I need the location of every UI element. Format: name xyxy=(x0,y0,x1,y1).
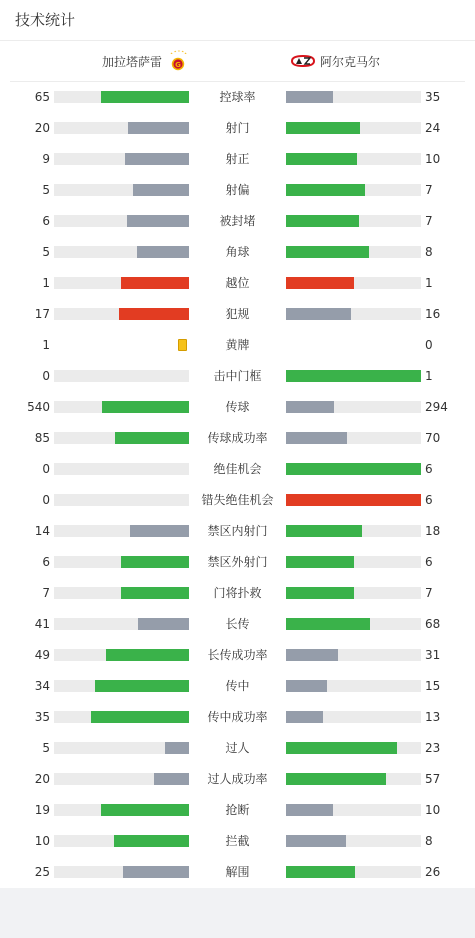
yellow-card-icon xyxy=(178,339,187,351)
home-bar-fill xyxy=(127,215,189,227)
away-value: 6 xyxy=(425,555,433,569)
home-value: 0 xyxy=(42,493,50,507)
home-value: 85 xyxy=(34,431,50,445)
home-team-name: 加拉塔萨雷 xyxy=(102,54,163,69)
away-bar-track xyxy=(286,277,421,289)
home-bar-fill xyxy=(128,122,189,134)
stat-row xyxy=(0,671,475,702)
section-title: 技术统计 xyxy=(15,11,76,29)
home-bar-fill xyxy=(154,773,189,785)
home-bar-fill xyxy=(121,587,189,599)
home-bar-track xyxy=(54,401,189,413)
stat-row xyxy=(0,640,475,671)
stat-row xyxy=(0,206,475,237)
stat-label: 抢断 xyxy=(225,803,250,817)
away-bar-track xyxy=(286,587,421,599)
home-bar-track xyxy=(54,432,189,444)
stat-row xyxy=(0,361,475,392)
away-value: 7 xyxy=(425,586,433,600)
away-bar-fill xyxy=(286,742,397,754)
stat-label: 黄牌 xyxy=(225,338,250,352)
away-bar-track xyxy=(286,525,421,537)
home-bar-fill xyxy=(101,91,189,103)
stat-row xyxy=(0,237,475,268)
home-bar-fill xyxy=(102,401,189,413)
away-bar-fill xyxy=(286,711,323,723)
home-bar-fill xyxy=(165,742,189,754)
stat-label: 长传成功率 xyxy=(207,648,268,662)
away-bar-track xyxy=(286,773,421,785)
away-team-name: 阿尔克马尔 xyxy=(320,54,381,69)
away-bar-fill xyxy=(286,835,346,847)
home-value: 41 xyxy=(34,617,50,631)
home-value: 5 xyxy=(42,183,50,197)
away-bar-track xyxy=(286,215,421,227)
away-bar-track xyxy=(286,494,421,506)
home-bar-fill xyxy=(106,649,189,661)
away-value: 35 xyxy=(425,90,441,104)
home-bar-track xyxy=(54,184,189,196)
home-team xyxy=(102,50,188,72)
stat-label: 绝佳机会 xyxy=(213,462,262,476)
stat-row xyxy=(0,702,475,733)
home-bar-fill xyxy=(119,308,189,320)
stat-row xyxy=(0,733,475,764)
home-value: 5 xyxy=(42,741,50,755)
stat-row xyxy=(0,578,475,609)
home-value: 10 xyxy=(34,834,50,848)
away-bar-track xyxy=(286,804,421,816)
home-value: 1 xyxy=(42,338,50,352)
stat-label: 被封堵 xyxy=(219,214,256,228)
stat-row xyxy=(0,454,475,485)
stat-label: 射偏 xyxy=(225,183,250,197)
away-value: 13 xyxy=(425,710,441,724)
stat-row xyxy=(0,609,475,640)
away-value: 6 xyxy=(425,462,433,476)
stat-label: 长传 xyxy=(225,617,250,631)
away-bar-track xyxy=(286,463,421,475)
stat-label: 越位 xyxy=(225,276,250,290)
home-bar-track xyxy=(54,494,189,506)
home-value: 20 xyxy=(34,772,50,786)
away-value: 7 xyxy=(425,214,433,228)
away-bar-fill xyxy=(286,215,359,227)
home-bar-fill xyxy=(91,711,189,723)
away-value: 31 xyxy=(425,648,441,662)
away-bar-fill xyxy=(286,308,351,320)
home-value: 0 xyxy=(42,462,50,476)
away-value: 294 xyxy=(425,400,448,414)
home-bar-track xyxy=(54,277,189,289)
home-value: 34 xyxy=(34,679,50,693)
away-bar-fill xyxy=(286,866,355,878)
home-value: 6 xyxy=(42,555,50,569)
home-bar-track xyxy=(54,215,189,227)
home-bar-fill xyxy=(115,432,189,444)
away-bar-track xyxy=(286,432,421,444)
home-value: 49 xyxy=(34,648,50,662)
away-bar-track xyxy=(286,153,421,165)
away-bar-track xyxy=(286,91,421,103)
away-bar-fill xyxy=(286,153,357,165)
away-value: 57 xyxy=(425,772,441,786)
stat-row xyxy=(0,113,475,144)
away-value: 26 xyxy=(425,865,441,879)
away-value: 7 xyxy=(425,183,433,197)
stat-label: 拦截 xyxy=(225,834,250,848)
away-bar-track xyxy=(286,122,421,134)
home-bar-track xyxy=(54,804,189,816)
stat-label: 门将扑救 xyxy=(213,586,262,600)
home-bar-track xyxy=(54,866,189,878)
stat-row xyxy=(0,299,475,330)
away-value: 8 xyxy=(425,245,433,259)
away-bar-fill xyxy=(286,773,386,785)
stat-label: 传中成功率 xyxy=(207,710,268,724)
stat-label: 过人 xyxy=(225,741,250,755)
header-divider xyxy=(0,40,475,41)
stat-row xyxy=(0,547,475,578)
away-bar-fill xyxy=(286,370,421,382)
stat-row xyxy=(0,764,475,795)
stat-row xyxy=(0,144,475,175)
away-bar-track xyxy=(286,618,421,630)
away-value: 0 xyxy=(425,338,433,352)
away-bar-fill xyxy=(286,432,347,444)
stat-row xyxy=(0,82,475,113)
away-bar-track xyxy=(286,556,421,568)
stat-label: 传球成功率 xyxy=(207,431,268,445)
home-bar-fill xyxy=(121,277,189,289)
away-bar-fill xyxy=(286,587,354,599)
away-value: 6 xyxy=(425,493,433,507)
home-value: 0 xyxy=(42,369,50,383)
stat-label: 击中门框 xyxy=(213,369,262,383)
home-bar-track xyxy=(54,463,189,475)
away-value: 8 xyxy=(425,834,433,848)
away-bar-track xyxy=(286,401,421,413)
home-bar-fill xyxy=(130,525,189,537)
stat-row xyxy=(0,423,475,454)
away-bar-track xyxy=(286,246,421,258)
away-value: 10 xyxy=(425,152,441,166)
away-bar-fill xyxy=(286,649,338,661)
home-bar-track xyxy=(54,370,189,382)
away-bar-track xyxy=(286,680,421,692)
home-bar-track xyxy=(54,153,189,165)
away-bar-fill xyxy=(286,494,421,506)
stat-label: 错失绝佳机会 xyxy=(201,493,274,507)
home-bar-track xyxy=(54,618,189,630)
stat-label: 角球 xyxy=(225,245,250,259)
away-bar-fill xyxy=(286,618,370,630)
stat-label: 传中 xyxy=(225,679,250,693)
away-bar-track xyxy=(286,649,421,661)
away-value: 70 xyxy=(425,431,441,445)
home-bar-fill xyxy=(123,866,189,878)
away-value: 24 xyxy=(425,121,441,135)
stat-label: 过人成功率 xyxy=(207,772,268,786)
stat-label: 禁区内射门 xyxy=(207,524,268,538)
stat-label: 禁区外射门 xyxy=(207,555,268,569)
away-bar-track xyxy=(286,835,421,847)
away-bar-fill xyxy=(286,525,362,537)
away-bar-fill xyxy=(286,277,354,289)
stat-label: 射正 xyxy=(225,152,250,166)
away-value: 68 xyxy=(425,617,441,631)
home-bar-track xyxy=(54,773,189,785)
away-value: 15 xyxy=(425,679,441,693)
stat-row xyxy=(0,268,475,299)
stat-row xyxy=(0,516,475,547)
away-bar-fill xyxy=(286,122,360,134)
stat-row xyxy=(0,857,475,888)
home-bar-track xyxy=(54,649,189,661)
away-bar-track xyxy=(286,711,421,723)
stat-label: 解围 xyxy=(225,865,250,879)
home-bar-track xyxy=(54,556,189,568)
stat-row xyxy=(0,330,475,361)
svg-text:G: G xyxy=(175,61,181,69)
home-value: 20 xyxy=(34,121,50,135)
away-value: 23 xyxy=(425,741,441,755)
home-value: 9 xyxy=(42,152,50,166)
az-alkmaar-logo-icon xyxy=(290,54,316,68)
home-bar-fill xyxy=(121,556,189,568)
home-value: 17 xyxy=(34,307,50,321)
home-bar-track xyxy=(54,742,189,754)
home-bar-fill xyxy=(125,153,189,165)
home-value: 65 xyxy=(34,90,50,104)
away-bar-track xyxy=(286,866,421,878)
home-value: 5 xyxy=(42,245,50,259)
away-bar-fill xyxy=(286,184,365,196)
home-bar-fill xyxy=(114,835,189,847)
home-value: 25 xyxy=(34,865,50,879)
stat-label: 射门 xyxy=(225,121,250,135)
away-bar-fill xyxy=(286,556,354,568)
home-bar-track xyxy=(54,835,189,847)
away-value: 16 xyxy=(425,307,441,321)
home-value: 1 xyxy=(42,276,50,290)
away-team xyxy=(290,50,380,72)
stat-row xyxy=(0,392,475,423)
away-bar-track xyxy=(286,370,421,382)
home-value: 6 xyxy=(42,214,50,228)
stat-label: 犯规 xyxy=(225,307,250,321)
home-bar-track xyxy=(54,91,189,103)
home-bar-track xyxy=(54,308,189,320)
home-bar-track xyxy=(54,587,189,599)
stat-row xyxy=(0,795,475,826)
away-bar-track xyxy=(286,308,421,320)
stat-row xyxy=(0,826,475,857)
home-bar-track xyxy=(54,246,189,258)
home-value: 7 xyxy=(42,586,50,600)
away-value: 10 xyxy=(425,803,441,817)
home-value: 35 xyxy=(34,710,50,724)
home-bar-fill xyxy=(95,680,189,692)
galatasaray-logo-icon xyxy=(168,50,188,72)
home-value: 540 xyxy=(27,400,50,414)
away-bar-track xyxy=(286,184,421,196)
home-bar-fill xyxy=(101,804,189,816)
away-value: 18 xyxy=(425,524,441,538)
home-bar-track xyxy=(54,525,189,537)
stat-label: 传球 xyxy=(225,400,250,414)
away-bar-fill xyxy=(286,804,333,816)
home-value: 14 xyxy=(34,524,50,538)
home-value: 19 xyxy=(34,803,50,817)
home-bar-track xyxy=(54,711,189,723)
stat-row xyxy=(0,175,475,206)
home-bar-fill xyxy=(133,184,189,196)
away-bar-fill xyxy=(286,246,369,258)
away-value: 1 xyxy=(425,276,433,290)
home-bar-fill xyxy=(138,618,189,630)
away-bar-fill xyxy=(286,401,334,413)
away-bar-fill xyxy=(286,91,333,103)
home-bar-track xyxy=(54,680,189,692)
home-bar-track xyxy=(54,122,189,134)
stat-row xyxy=(0,485,475,516)
home-bar-fill xyxy=(137,246,189,258)
away-bar-track xyxy=(286,742,421,754)
away-bar-fill xyxy=(286,463,421,475)
away-bar-fill xyxy=(286,680,327,692)
stat-label: 控球率 xyxy=(219,90,256,104)
away-value: 1 xyxy=(425,369,433,383)
